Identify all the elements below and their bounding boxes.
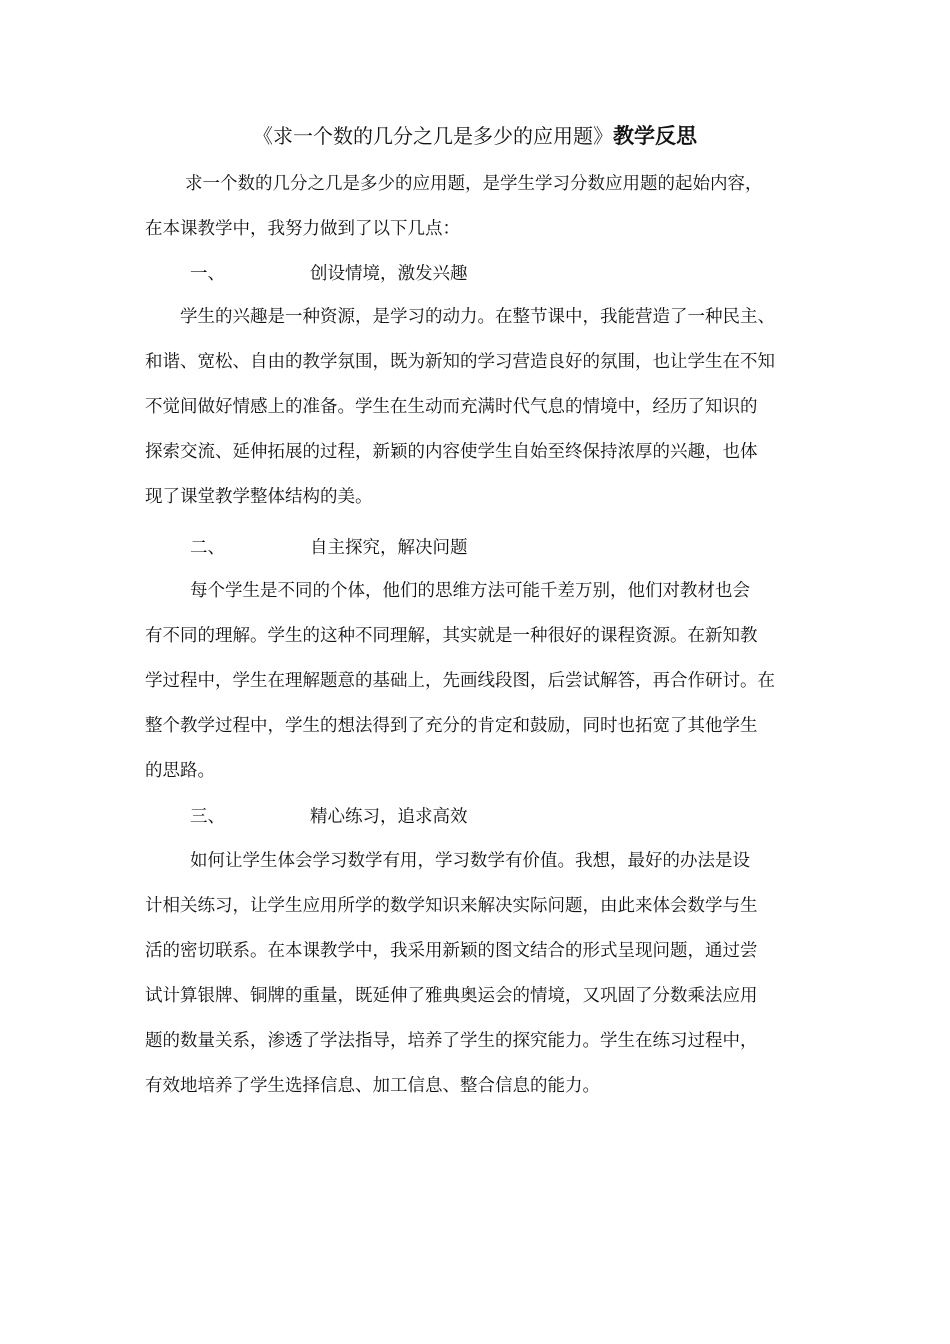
paragraph-line: 活的密切联系。在本课教学中，我采用新颖的图文结合的形式呈现问题，通过尝 xyxy=(145,941,758,961)
intro-line: 求一个数的几分之几是多少的应用题，是学生学习分数应用题的起始内容， xyxy=(185,174,763,194)
paragraph-line: 题的数量关系，渗透了学法指导，培养了学生的探究能力。学生在练习过程中， xyxy=(145,1031,758,1051)
section-heading: 精心练习，追求高效 xyxy=(310,807,468,827)
paragraph-line: 如何让学生体会学习数学有用，学习数学有价值。我想，最好的办法是设 xyxy=(190,851,750,871)
section-number: 一、 xyxy=(190,264,225,284)
paragraph-line: 学生的兴趣是一种资源，是学习的动力。在整节课中，我能营造了一种民主、 xyxy=(180,307,775,327)
paragraph-line: 每个学生是不同的个体，他们的思维方法可能千差万别，他们对教材也会 xyxy=(190,581,750,601)
paragraph-line: 有效地培养了学生选择信息、加工信息、整合信息的能力。 xyxy=(145,1076,600,1096)
section-number: 二、 xyxy=(190,538,225,558)
paragraph-line: 有不同的理解。学生的这种不同理解，其实就是一种很好的课程资源。在新知教 xyxy=(145,626,758,646)
paragraph-line: 不觉间做好情感上的准备。学生在生动而充满时代气息的情境中，经历了知识的 xyxy=(145,397,758,417)
section-number: 三、 xyxy=(190,807,225,827)
paragraph-line: 现了课堂教学整体结构的美。 xyxy=(145,487,373,507)
paragraph-line: 整个教学过程中，学生的想法得到了充分的肯定和鼓励，同时也拓宽了其他学生 xyxy=(145,716,758,736)
intro-line: 在本课教学中，我努力做到了以下几点： xyxy=(145,219,460,239)
paragraph-line: 和谐、宽松、自由的教学氛围，既为新知的学习营造良好的氛围，也让学生在不知 xyxy=(145,352,775,372)
title-bold: 教学反思 xyxy=(613,124,697,148)
section-heading: 创设情境，激发兴趣 xyxy=(310,264,468,284)
document-title xyxy=(0,120,950,152)
paragraph-line: 学过程中，学生在理解题意的基础上，先画线段图，后尝试解答，再合作研讨。在 xyxy=(145,671,775,691)
paragraph-line: 计相关练习，让学生应用所学的数学知识来解决实际问题，由此来体会数学与生 xyxy=(145,896,758,916)
paragraph-line: 探索交流、延伸拓展的过程，新颖的内容使学生自始至终保持浓厚的兴趣，也体 xyxy=(145,442,758,462)
paragraph-line: 试计算银牌、铜牌的重量，既延伸了雅典奥运会的情境，又巩固了分数乘法应用 xyxy=(145,986,758,1006)
section-heading: 自主探究，解决问题 xyxy=(310,538,468,558)
paragraph-line: 的思路。 xyxy=(145,761,215,781)
title-main: 《求一个数的几分之几是多少的应用题》 xyxy=(253,124,613,148)
